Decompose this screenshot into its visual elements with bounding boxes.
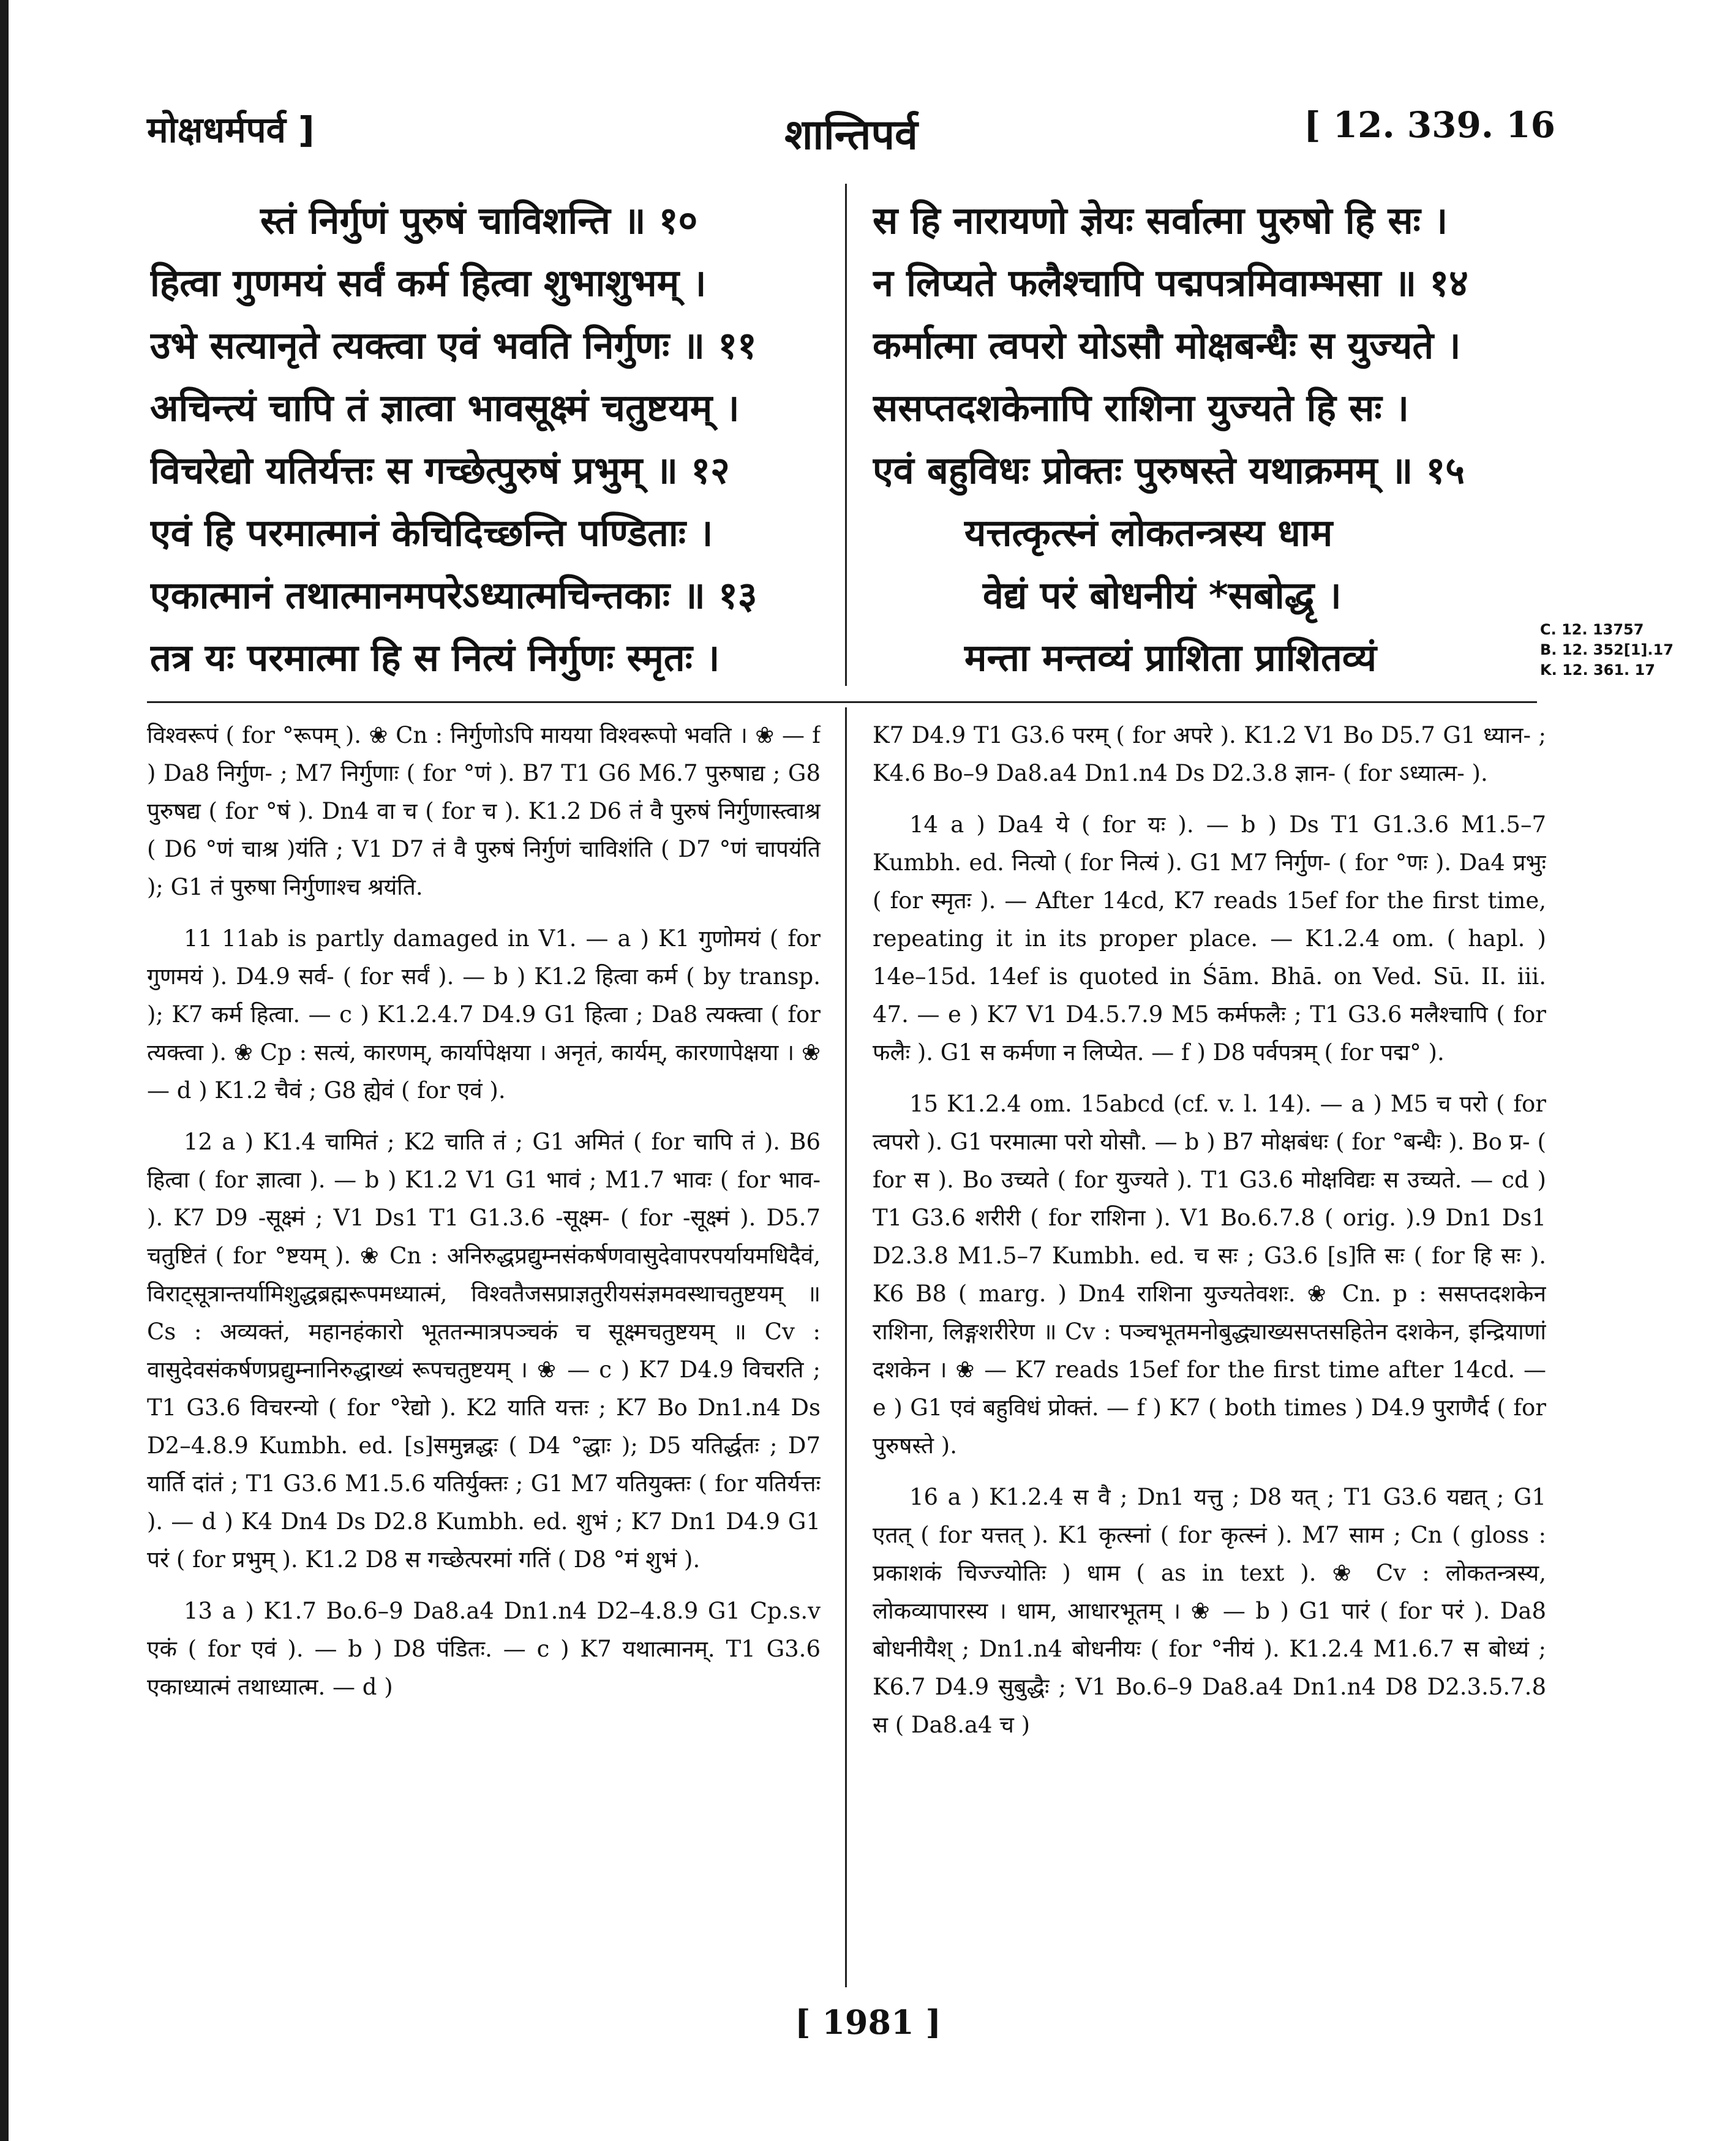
note-paragraph: 13 a ) K1.7 Bo.6–9 Da8.a4 Dn1.n4 D2–4.8.9 G1 Cp.s.v एकं ( for एवं ). — b ) D8 पंडितः. — c ) K7 यथात्मानम्. T1 G3.6 एकाध्यात्मं तथाध्यात्म. — d ) [147,1598,821,1700]
verse-line: अचिन्त्यं चापि तं ज्ञात्वा भावसूक्ष्मं चतुष्टयम् । [150,386,740,430]
verse-column-left [150,190,817,680]
column-divider-notes [845,707,847,1987]
note-paragraph: 15 K1.2.4 om. 15abcd (cf. v. l. 14). — a ) M5 च परो ( for त्वपरो ). G1 परमात्मा परो योसौ. — b ) B7 मोक्षबंधः ( for °बन्धैः ). Bo प्र- ( for स ). Bo उच्यते ( for युज्यते ). T1 G3.6 मोक्षविद्यः स उच्यते. — cd ) T1 G3.6 शरीरी ( for राशिना ). V1 Bo.6.7.8 ( orig. ).9 Dn1 Ds1 D2.3.8 M1.5–7 Kumbh. ed. च सः ; G3.6 [s]ति सः ( for हि सः ). K6 B8 ( marg. ) Dn4 राशिना युज्यतेवशः. ❀ Cn. p : ससप्तदशकेन राशिना, लिङ्गशरीरेण ॥ Cv : पञ्चभूतमनोबुद्ध्याख्यसप्तसहितेन दशकेन, इन्द्रियाणां दशकेन । ❀ — K7 reads 15ef for the first time after 14cd. — e ) G1 एवं बहुविधं प्रोक्तं. — f ) K7 ( both times ) D4.9 पुराणैर्द ( for पुरुषस्ते ). [873,1091,1546,1459]
note-paragraph: 14 a ) Da4 ये ( for यः ). — b ) Ds T1 G1.3.6 M1.5–7 Kumbh. ed. नित्यो ( for नित्यं ). G1 M7 निर्गुण- ( for °णः ). Da4 प्रभुः ( for स्मृतः ). — After 14cd, K7 reads 15ef for the first time, repeating it in its proper place. — K1.2.4 om. ( hapl. ) 14e–15d. 14ef is quoted in Śām. Bhā. on Ved. Sū. II. iii. 47. — e ) K7 V1 D4.5.7.9 M5 कर्मफलैः ; T1 G3.6 मलैश्चापि ( for फलैः ). G1 स कर्मणा न लिप्येत. — f ) D8 पर्वपत्रम् ( for पद्म° ). [873,811,1546,1066]
scan-edge-shadow [0,0,9,2141]
header-verse-reference: [ 12. 339. 16 [1304,104,1555,146]
verse-line: एवं बहुविधः प्रोक्तः पुरुषस्ते यथाक्रमम् ॥ १५ [873,449,1465,492]
critical-notes-right [873,717,1546,1984]
header-book-title: शान्तिपर्व [784,111,918,159]
verse-line: उभे सत्यानृते त्यक्त्वा एवं भवति निर्गुणः ॥ ११ [150,324,757,367]
verse-line: न लिप्यते फलैश्चापि पद्मपत्रमिवाम्भसा ॥ १४ [873,262,1468,305]
verse-line: स्तं निर्गुणं पुरुषं चाविशन्ति ॥ १० [260,199,698,243]
verse-line: एकात्मानं तथात्मानमपरेऽध्यात्मचिन्तकाः ॥ १३ [150,574,757,617]
concordance-kumbhakonam: K. 12. 361. 17 [1540,661,1655,679]
note-paragraph: 11 11ab is partly damaged in V1. — a ) K1 गुणोमयं ( for गुणमयं ). D4.9 सर्व- ( for सर्वं ). — b ) K1.2 हित्वा कर्म ( by transp. ); K7 कर्म हित्वा. — c ) K1.2.4.7 D4.9 G1 हित्वा ; Da8 त्यक्त्वा ( for त्यक्त्वा ). ❀ Cp : सत्यं, कारणम्, कार्यापेक्षया । अनृतं, कार्यम्, कारणापेक्षया । ❀ — d ) K1.2 चैवं ; G8 ह्येवं ( for एवं ). [147,925,821,1104]
critical-notes-left [147,717,821,1984]
verse-line: वेद्यं परं बोधनीयं *सबोद्धृ । [983,574,1342,617]
verse-line: मन्ता मन्तव्यं प्राशिता प्राशितव्यं [964,636,1377,680]
verse-column-right [873,190,1540,680]
verse-line: हित्वा गुणमयं सर्वं कर्म हित्वा शुभाशुभम् । [150,262,707,305]
verse-line: ससप्तदशकेनापि राशिना युज्यते हि सः । [873,386,1410,430]
text-apparatus-separator [147,701,1537,703]
verse-line: यत्तत्कृत्स्नं लोकतन्त्रस्य धाम [964,511,1333,555]
concordance-calcutta: C. 12. 13757 [1540,621,1644,638]
verse-line: स हि नारायणो ज्ञेयः सर्वात्मा पुरुषो हि सः । [873,199,1448,243]
running-header [147,92,1555,159]
note-paragraph: विश्वरूपं ( for °रूपम् ). ❀ Cn : निर्गुणोऽपि मायया विश्वरूपो भवति । ❀ — f ) Da8 निर्गुण- ; M7 निर्गुणाः ( for °णं ). B7 T1 G6 M6.7 पुरुषाद्य ; G8 पुरुषद्य ( for °षं ). Dn4 वा च ( for च ). K1.2 D6 तं वै पुरुषं निर्गुणास्त्वाश्र ( D6 °णं चाश्र )यंति ; V1 D7 तं वै पुरुषं निर्गुणं चाविशंति ( D7 °णं चापयंति ); G1 तं पुरुषा निर्गुणाश्च श्रयंति. [147,722,821,900]
note-paragraph: 12 a ) K1.4 चामितं ; K2 चाति तं ; G1 अमितं ( for चापि तं ). B6 हित्वा ( for ज्ञात्वा ). — b ) K1.2 V1 G1 भावं ; M1.7 भावः ( for भाव- ). K7 D9 -सूक्ष्मं ; V1 Ds1 T1 G1.3.6 -सूक्ष्म- ( for -सूक्ष्मं ). D5.7 चतुष्टितं ( for °ष्टयम् ). ❀ Cn : अनिरुद्धप्रद्युम्नसंकर्षणवासुदेवापरपर्यायमधिदैवं, विराट्सूत्रान्तर्यामिशुद्धब्रह्मरूपमध्यात्मं, विश्वतैजसप्राज्ञतुरीयसंज्ञमवस्थाचतुष्टयम् ॥ Cs : अव्यक्तं, महानहंकारो भूततन्मात्रपञ्चकं च सूक्ष्मचतुष्टयम् ॥ Cv : वासुदेवसंकर्षणप्रद्युम्नानिरुद्धाख्यं रूपचतुष्टयम् । ❀ — c ) K7 D4.9 विचरति ; T1 G3.6 विचरन्यो ( for °रेद्यो ). K2 याति यत्तः ; K7 Bo Dn1.n4 Ds D2–4.8.9 Kumbh. ed. [s]समुन्नद्धः ( D4 °द्धाः ); D5 यतिर्द्धतः ; D7 यार्ति दांतं ; T1 G3.6 M1.5.6 यतिर्युक्तः ; G1 M7 यतियुक्तः ( for यतिर्यत्तः ). — d ) K4 Dn4 Ds D2.8 Kumbh. ed. शुभं ; K7 Dn1 D4.9 G1 परं ( for प्रभुम् ). K1.2 D8 स गच्छेत्परमां गतिं ( D8 °मं शुभं ). [147,1129,821,1573]
column-divider-top [845,184,847,686]
note-paragraph: K7 D4.9 T1 G3.6 परम् ( for अपरे ). K1.2 V1 Bo D5.7 G1 ध्यान- ; K4.6 Bo–9 Da8.a4 Dn1.n4 Ds D2.3.8 ज्ञान- ( for ऽध्यात्म- ). [873,722,1546,786]
verse-line: विचरेद्यो यतिर्यत्तः स गच्छेत्पुरुषं प्रभुम् ॥ १२ [150,449,730,492]
page-number: [ 1981 ] [795,2003,941,2042]
verse-line: एवं हि परमात्मानं केचिदिच्छन्ति पण्डिताः । [150,511,713,555]
concordance-references [1540,620,1724,680]
verse-line: तत्र यः परमात्मा हि स नित्यं निर्गुणः स्मृतः । [150,636,720,680]
header-section-title: मोक्षधर्मपर्व ] [147,109,315,151]
concordance-bombay: B. 12. 352[1].17 [1540,641,1674,658]
note-paragraph: 16 a ) K1.2.4 स वै ; Dn1 यत्तु ; D8 यत् ; T1 G3.6 यद्यत् ; G1 एतत् ( for यत्तत् ). K1 कृत्स्नां ( for कृत्स्नं ). M7 साम ; Cn ( gloss : प्रकाशकं चिज्ज्योतिः ) धाम ( as in text ). ❀ Cv : लोकतन्त्रस्य, लोकव्यापारस्य । धाम, आधारभूतम् । ❀ — b ) G1 पारं ( for परं ). Da8 बोधनीयैश् ; Dn1.n4 बोधनीयः ( for °नीयं ). K1.2.4 M1.6.7 स बोध्यं ; K6.7 D4.9 सुबुद्धैः ; V1 Bo.6–9 Da8.a4 Dn1.n4 D8 D2.3.5.7.8 स ( Da8.a4 च ) [873,1484,1546,1738]
verse-line: कर्मात्मा त्वपरो योऽसौ मोक्षबन्धैः स युज्यते । [873,324,1461,367]
